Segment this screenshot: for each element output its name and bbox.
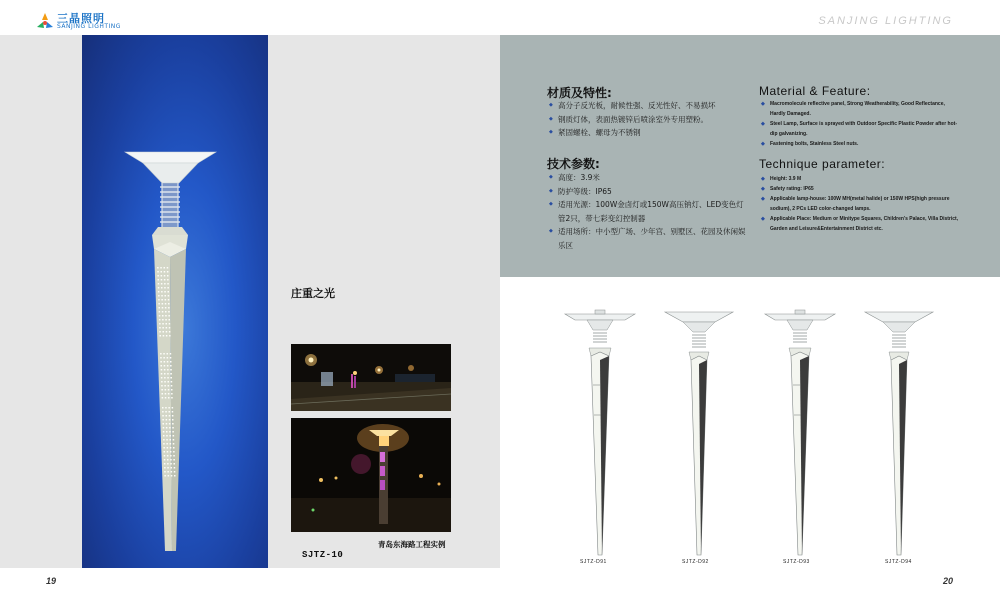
material-list-cn [549, 99, 749, 140]
photo-caption: 青岛东海路工程实例 [378, 540, 446, 549]
list-item: ◆ 紧固螺栓、螺母为不锈钢 [549, 126, 749, 140]
project-photo-street [291, 344, 451, 411]
project-photo-lamp [291, 418, 451, 532]
model-label-2: SJTZ-D92 [682, 559, 709, 565]
page-header [0, 0, 1000, 35]
lamp-night-scene [291, 418, 451, 532]
list-item: ◆ Fastening bolts, Stainless Steel nuts. [761, 139, 961, 149]
list-item: ◆ 高分子反光板，耐候性强、反光性好、不易损坏 [549, 99, 749, 113]
list-item: ◆ Applicable Place: Medium or Minitype Squares, Children's Palace, Villa District, Garden and Leisure&Entertainment District etc. [761, 214, 961, 234]
lamp-variant-2 [665, 312, 733, 555]
page-number-right: 20 [943, 576, 954, 586]
lamp-variant-1 [565, 310, 635, 555]
list-item: ◆ Macromolecule reflective panel, Strong Weatherability, Good Reflectance, Hardly Damaged. [761, 99, 961, 119]
brand-name-right: SANJING LIGHTING [818, 15, 953, 27]
brand-logo [34, 9, 154, 33]
model-label-1: SJTZ-D91 [580, 559, 607, 565]
lamp-variant-drawings [555, 300, 955, 560]
material-title-cn: 材质及特性: [547, 86, 612, 100]
street-night-scene [291, 344, 451, 411]
list-item: ◆ Height: 3.9 M [761, 174, 961, 184]
logo-text-cn: 三晶照明 [57, 12, 105, 25]
list-item: ◆ 适用光源：100W金卤灯或150W高压钠灯、LED变色灯管2只，带七彩变幻控制器 [549, 198, 749, 225]
list-item: ◆ 钢质灯体，表面热镀锌后喷涂室外专用塑粉。 [549, 113, 749, 127]
technique-list-cn [549, 171, 749, 252]
lamp-variants [555, 300, 955, 560]
page-number-left: 19 [46, 576, 57, 586]
list-item: ◆ 高度：3.9米 [549, 171, 749, 185]
model-label-3: SJTZ-D93 [783, 559, 810, 565]
page-footer [0, 568, 1000, 601]
product-title: 庄重之光 [291, 287, 335, 300]
list-item: ◆ 防护等级：IP65 [549, 185, 749, 199]
list-item: ◆ Applicable lamp-house: 100W MH(metal halide) or 150W HPS(high pressure sodium), 2 PCs LED color-changed lamps. [761, 194, 961, 214]
lamp-variant-3 [765, 310, 835, 555]
logo-text-en: SANJING LIGHTING [57, 23, 121, 30]
list-item: ◆ Safety rating: IP65 [761, 184, 961, 194]
hero-lamp-panel [82, 35, 268, 568]
list-item: ◆ Steel Lamp, Surface is sprayed with Outdoor Specific Plastic Powder after hot-dip galvanizing. [761, 119, 961, 139]
technique-title-en: Technique parameter: [759, 157, 886, 171]
technique-title-cn: 技术参数: [547, 157, 600, 171]
model-label-4: SJTZ-D94 [885, 559, 912, 565]
logo-mark-icon [34, 11, 56, 31]
model-code-main: SJTZ-10 [302, 550, 344, 560]
technique-list-en [761, 174, 961, 234]
list-item: ◆ 适用场所：中小型广场、少年宫、别墅区、花园及休闲娱乐区 [549, 225, 749, 252]
hero-lamp-illustration [82, 35, 268, 568]
lamp-variant-4 [865, 312, 933, 555]
material-list-en [761, 99, 961, 149]
material-title-en: Material & Feature: [759, 84, 871, 98]
